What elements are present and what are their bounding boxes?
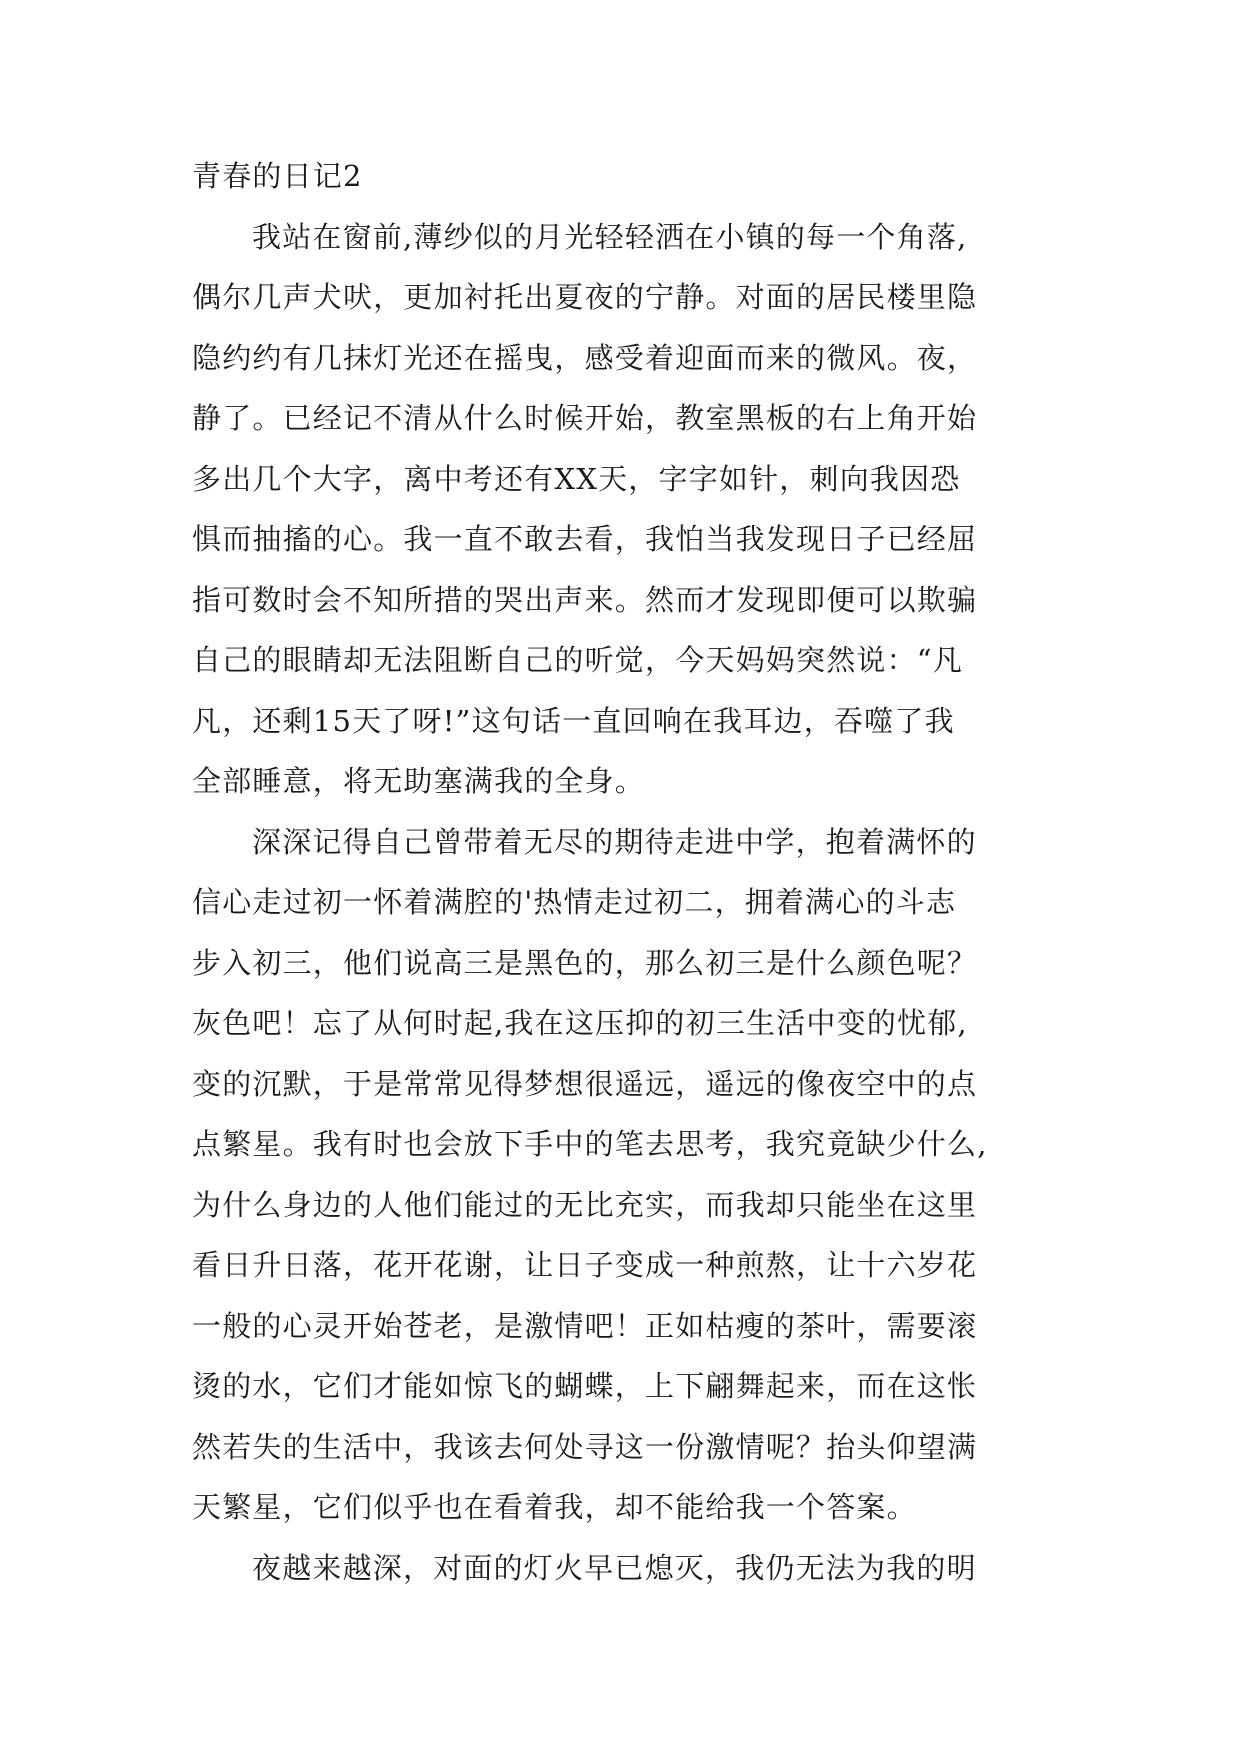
- text-line: 然若失的生活中，我该去何处寻这一份激情呢？抬头仰望满: [192, 1429, 978, 1464]
- text-line: 偶尔几声犬吠，更加衬托出夏夜的宁静。对面的居民楼里隐: [192, 280, 978, 314]
- document-lines: [192, 207, 1092, 1599]
- text-line: 静了。已经记不清从什么时候开始，教室黑板的右上角开始: [192, 401, 978, 435]
- text-line: 天繁星，它们似乎也在看着我，却不能给我一个答案。: [192, 1490, 917, 1524]
- text-line: 凡，还剩15天了呀!”这句话一直回响在我耳边，吞噬了我: [192, 703, 955, 738]
- document-body: [192, 146, 1092, 1598]
- text-line: 夜越来越深，对面的灯火早已熄灭，我仍无法为我的明: [252, 1550, 977, 1585]
- text-line: 一般的心灵开始苍老，是激情吧！正如枯瘦的茶叶，需要滚: [192, 1308, 978, 1343]
- text-line: 多出几个大字，离中考还有XX天，字字如针，刺向我因恐: [192, 461, 961, 496]
- text-line: 烫的水，它们才能如惊飞的蝴蝶，上下翩舞起来，而在这怅: [192, 1369, 978, 1403]
- document-title: 青春的日记2: [192, 159, 363, 193]
- text-line: 变的沉默，于是常常见得梦想很遥远，遥远的像夜空中的点: [192, 1066, 978, 1101]
- text-line: 隐约约有几抹灯光还在摇曳，感受着迎面而来的微风。夜，: [192, 340, 978, 375]
- text-line: 指可数时会不知所措的哭出声来。然而才发现即便可以欺骗: [192, 582, 978, 617]
- text-line: 自己的眼睛却无法阻断自己的听觉，今天妈妈突然说：“凡: [192, 643, 964, 677]
- text-line: 步入初三，他们说高三是黑色的，那么初三是什么颜色呢？: [192, 945, 978, 980]
- text-line: 灰色吧！忘了从何时起,我在这压抑的初三生活中变的忧郁,: [192, 1006, 968, 1040]
- text-line: 看日升日落，花开花谢，让日子变成一种煎熬，让十六岁花: [192, 1248, 978, 1282]
- text-line: 深深记得自己曾带着无尽的期待走进中学，抱着满怀的: [252, 824, 977, 859]
- text-line: 信心走过初一怀着满腔的'热情走过初二，拥着满心的斗志: [192, 885, 957, 919]
- text-line: 惧而抽搐的心。我一直不敢去看，我怕当我发现日子已经屈: [192, 522, 978, 556]
- text-line: 全部睡意，将无助塞满我的全身。: [192, 764, 646, 798]
- text-line: 为什么身边的人他们能过的无比充实，而我却只能坐在这里: [192, 1187, 978, 1222]
- text-line: 点繁星。我有时也会放下手中的笔去思考，我究竟缺少什么,: [192, 1127, 988, 1161]
- text-line: 我站在窗前,薄纱似的月光轻轻洒在小镇的每一个角落,: [252, 219, 968, 254]
